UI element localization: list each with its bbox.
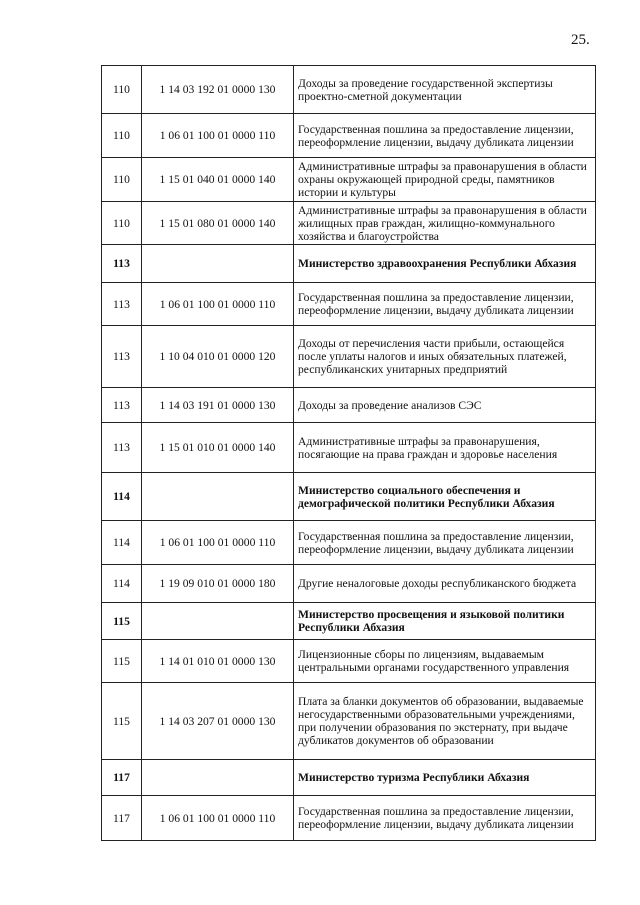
revenue-name-cell — [294, 158, 596, 202]
kbk-code-cell: 1 10 04 010 01 0000 120 — [142, 326, 294, 388]
kbk-code-cell — [142, 760, 294, 796]
ministry-name-text: Министерство просвещения и языковой политики Республики Абхазия — [298, 608, 565, 634]
ministry-row — [102, 603, 596, 640]
kbk-code-cell: 1 15 01 080 01 0000 140 — [142, 202, 294, 245]
kbk-code-cell: 1 14 03 192 01 0000 130 — [142, 66, 294, 114]
admin-code-cell: 113 — [102, 388, 142, 423]
admin-code-cell: 117 — [102, 796, 142, 841]
table-row — [102, 202, 596, 245]
admin-code-cell: 115 — [102, 640, 142, 683]
ministry-name-cell — [294, 760, 596, 796]
revenue-name-cell — [294, 326, 596, 388]
revenue-name-cell — [294, 202, 596, 245]
kbk-code-cell: 1 06 01 100 01 0000 110 — [142, 521, 294, 565]
revenue-name-text: Лицензионные сборы по лицензиям, выдаваемым центральными органами государственного управления — [298, 648, 570, 674]
ministry-name-cell — [294, 245, 596, 283]
kbk-code-cell — [142, 603, 294, 640]
table-row — [102, 423, 596, 473]
revenue-name-text: Государственная пошлина за предоставление лицензии, переоформление лицензии, выдачу дубликата лицензии — [298, 291, 574, 317]
revenue-name-cell — [294, 565, 596, 603]
ministry-name-cell — [294, 603, 596, 640]
ministry-name-text: Министерство туризма Республики Абхазия — [298, 771, 530, 784]
revenue-name-cell — [294, 521, 596, 565]
revenue-name-text: Доходы за проведение анализов СЭС — [298, 398, 482, 412]
kbk-code-cell: 1 06 01 100 01 0000 110 — [142, 283, 294, 326]
kbk-code-cell: 1 19 09 010 01 0000 180 — [142, 565, 294, 603]
revenue-name-cell — [294, 683, 596, 760]
page-number: 25. — [571, 32, 590, 48]
table-row — [102, 683, 596, 760]
table-row — [102, 565, 596, 603]
kbk-code-cell: 1 14 03 207 01 0000 130 — [142, 683, 294, 760]
table-row — [102, 388, 596, 423]
kbk-code-cell: 1 15 01 040 01 0000 140 — [142, 158, 294, 202]
admin-code-cell: 110 — [102, 114, 142, 158]
ministry-row — [102, 760, 596, 796]
ministry-name-text: Министерство социального обеспечения и демографической политики Республики Абхазия — [298, 483, 555, 510]
revenue-name-text: Государственная пошлина за предоставление лицензии, переоформление лицензии, выдачу дубликата лицензии — [298, 529, 574, 556]
revenue-name-text: Другие неналоговые доходы республиканского бюджета — [298, 577, 577, 590]
revenue-name-cell — [294, 114, 596, 158]
admin-code-cell: 114 — [102, 521, 142, 565]
ministry-name-text: Министерство здравоохранения Республики Абхазия — [298, 257, 577, 270]
revenue-name-cell — [294, 796, 596, 841]
revenue-name-cell — [294, 283, 596, 326]
revenue-name-text: Плата за бланки документов об образовании, выдаваемые негосударственными образовательными учреждениями, при получении образования по экстернату, при выдаче дубликатов документов об образовании — [298, 695, 584, 747]
kbk-code-cell: 1 14 01 010 01 0000 130 — [142, 640, 294, 683]
ministry-row — [102, 245, 596, 283]
admin-code-cell: 113 — [102, 283, 142, 326]
revenue-name-cell — [294, 640, 596, 683]
kbk-code-cell — [142, 245, 294, 283]
revenue-name-cell — [294, 423, 596, 473]
ministry-row — [102, 473, 596, 521]
kbk-code-cell: 1 14 03 191 01 0000 130 — [142, 388, 294, 423]
revenue-name-text: Административные штрафы за правонарушения, посягающие на права граждан и здоровье населения — [298, 434, 558, 461]
table-row — [102, 640, 596, 683]
revenue-name-text: Административные штрафы за правонарушения в области жилищных прав граждан, жилищно-коммунального хозяйства и благоустройства — [298, 203, 587, 243]
revenue-name-text: Административные штрафы за правонарушения в области охраны окружающей природной среды, памятников истории и культуры — [298, 160, 587, 199]
kbk-code-cell: 1 06 01 100 01 0000 110 — [142, 796, 294, 841]
admin-code-cell: 115 — [102, 683, 142, 760]
table-row — [102, 158, 596, 202]
table-row — [102, 66, 596, 114]
admin-code-cell: 117 — [102, 760, 142, 796]
table-row — [102, 114, 596, 158]
admin-code-cell: 113 — [102, 326, 142, 388]
admin-code-cell: 115 — [102, 603, 142, 640]
table-row — [102, 796, 596, 841]
revenue-name-text: Государственная пошлина за предоставление лицензии, переоформление лицензии, выдачу дубликата лицензии — [298, 805, 574, 831]
revenue-code-table — [101, 65, 596, 841]
kbk-code-cell — [142, 473, 294, 521]
ministry-name-cell — [294, 473, 596, 521]
table-row — [102, 283, 596, 326]
admin-code-cell: 113 — [102, 245, 142, 283]
admin-code-cell: 110 — [102, 66, 142, 114]
table-row — [102, 326, 596, 388]
revenue-name-text: Государственная пошлина за предоставление лицензии, переоформление лицензии, выдачу дубликата лицензии — [298, 122, 574, 149]
admin-code-cell: 110 — [102, 202, 142, 245]
kbk-code-cell: 1 15 01 010 01 0000 140 — [142, 423, 294, 473]
admin-code-cell: 114 — [102, 473, 142, 521]
revenue-name-cell — [294, 66, 596, 114]
revenue-name-text: Доходы от перечисления части прибыли, остающейся после уплаты налогов и иных обязательных платежей, республиканских унитарных предприятий — [298, 337, 567, 376]
admin-code-cell: 114 — [102, 565, 142, 603]
kbk-code-cell: 1 06 01 100 01 0000 110 — [142, 114, 294, 158]
revenue-name-cell — [294, 388, 596, 423]
revenue-name-text: Доходы за проведение государственной экспертизы проектно-сметной документации — [298, 76, 553, 103]
table-row — [102, 521, 596, 565]
admin-code-cell: 113 — [102, 423, 142, 473]
admin-code-cell: 110 — [102, 158, 142, 202]
table-body — [102, 66, 596, 841]
